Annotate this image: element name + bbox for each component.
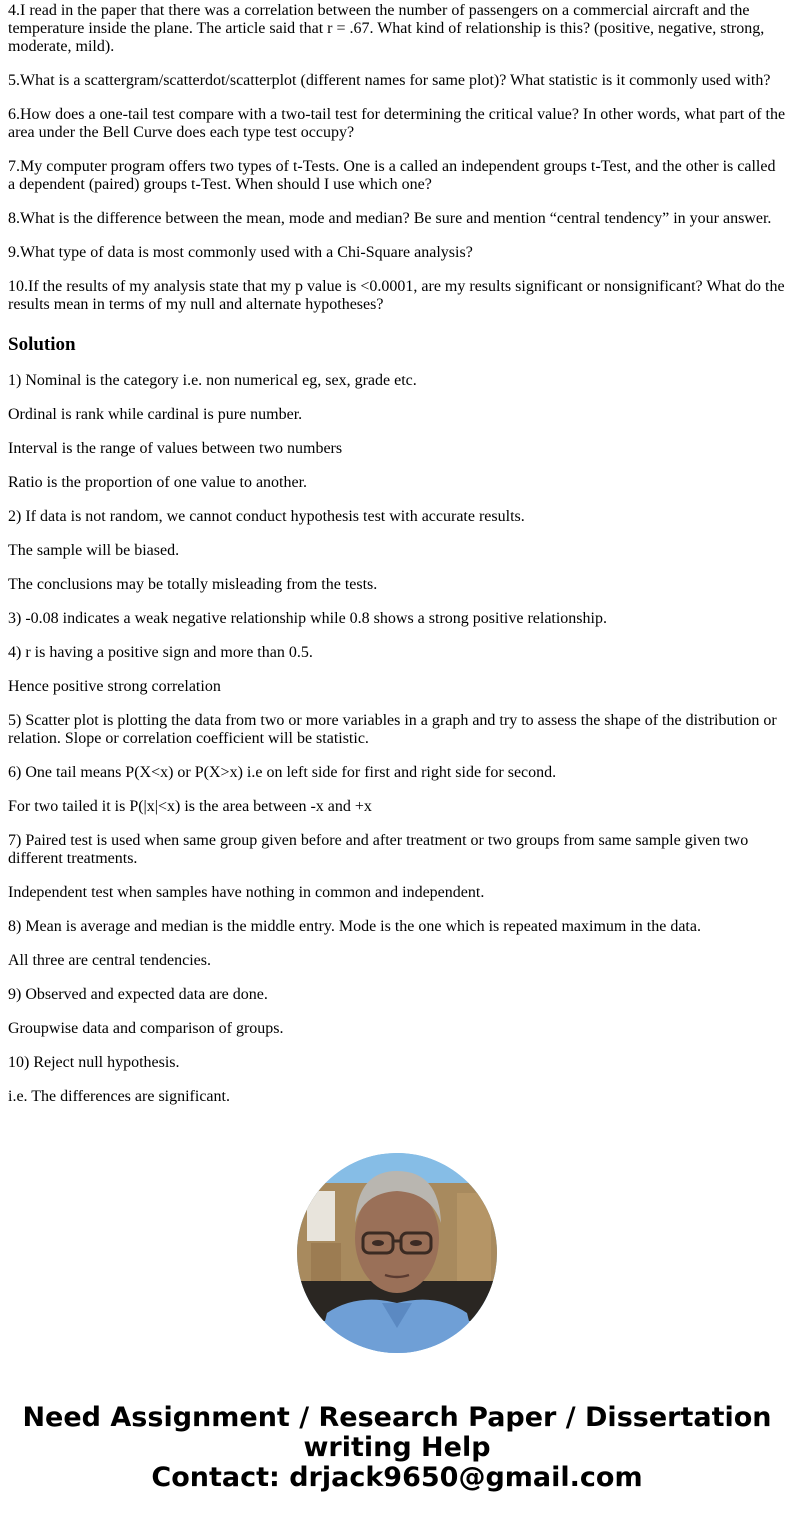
answer-paragraph: Groupwise data and comparison of groups. (8, 1020, 284, 1037)
answer-paragraph: Ordinal is rank while cardinal is pure number. (8, 406, 303, 423)
answer-paragraph: 2) If data is not random, we cannot conduct hypothesis test with accurate results. (8, 508, 525, 525)
answers-section (8, 372, 786, 1106)
questions-section (8, 2, 786, 314)
question-10: 10.If the results of my analysis state that my p value is <0.0001, are my results significant or nonsignificant? What do the results mean in terms of my null and alternate hypotheses? (8, 278, 785, 313)
question-6: 6.How does a one-tail test compare with a two-tail test for determining the critical value? In other words, what part of the area under the Bell Curve does each type test occupy? (8, 106, 786, 141)
question-8: 8.What is the difference between the mean, mode and median? Be sure and mention “central tendency” in your answer. (8, 210, 772, 227)
solution-heading: Solution (8, 334, 76, 355)
answer-paragraph: 6) One tail means P(X<x) or P(X>x) i.e on left side for first and right side for second. (8, 764, 557, 781)
answer-paragraph: Interval is the range of values between two numbers (8, 440, 343, 457)
answer-paragraph: 4) r is having a positive sign and more than 0.5. (8, 644, 313, 661)
answer-paragraph: 10) Reject null hypothesis. (8, 1054, 180, 1071)
answer-paragraph: Ratio is the proportion of one value to another. (8, 474, 308, 491)
answer-paragraph: Independent test when samples have nothing in common and independent. (8, 884, 485, 901)
person-photo-icon (297, 1153, 497, 1353)
answer-paragraph: i.e. The differences are significant. (8, 1088, 230, 1105)
answer-paragraph: 5) Scatter plot is plotting the data from two or more variables in a graph and try to assess the shape of the distribution or relation. Slope or correlation coefficient will be statistic. (8, 712, 777, 747)
answer-paragraph: The conclusions may be totally misleading from the tests. (8, 576, 378, 593)
question-9: 9.What type of data is most commonly used with a Chi-Square analysis? (8, 244, 473, 261)
question-7: 7.My computer program offers two types of t-Tests. One is a called an independent groups t-Test, and the other is called a dependent (paired) groups t-Test. When should I use which one? (8, 158, 776, 193)
answer-paragraph: The sample will be biased. (8, 542, 180, 559)
avatar (297, 1153, 497, 1353)
answer-paragraph: All three are central tendencies. (8, 952, 211, 969)
answer-paragraph: 7) Paired test is used when same group given before and after treatment or two groups from same sample given two different treatments. (8, 832, 749, 867)
answer-paragraph: Hence positive strong correlation (8, 678, 221, 695)
promo-contact: Contact: drjack9650@gmail.com (151, 1462, 643, 1493)
question-4: 4.I read in the paper that there was a correlation between the number of passengers on a commercial aircraft and the temperature inside the plane. The article said that r = .67. What kind of relationship is this? (positive, negative, strong, moderate, mild). (8, 2, 765, 55)
question-5: 5.What is a scattergram/scatterdot/scatterplot (different names for same plot)? What statistic is it commonly used with? (8, 72, 771, 89)
promo-line-1: Need Assignment / Research Paper / Dissertation (22, 1402, 772, 1433)
answer-paragraph: 1) Nominal is the category i.e. non numerical eg, sex, grade etc. (8, 372, 417, 389)
answer-paragraph: 9) Observed and expected data are done. (8, 986, 268, 1003)
document-body (8, 0, 786, 1122)
answer-paragraph: For two tailed it is P(|x|<x) is the area between -x and +x (8, 798, 372, 815)
promo-line-2: writing Help (303, 1432, 491, 1463)
promo-banner (0, 1403, 794, 1493)
answer-paragraph: 8) Mean is average and median is the middle entry. Mode is the one which is repeated maximum in the data. (8, 918, 701, 935)
answer-paragraph: 3) -0.08 indicates a weak negative relationship while 0.8 shows a strong positive relationship. (8, 610, 607, 627)
